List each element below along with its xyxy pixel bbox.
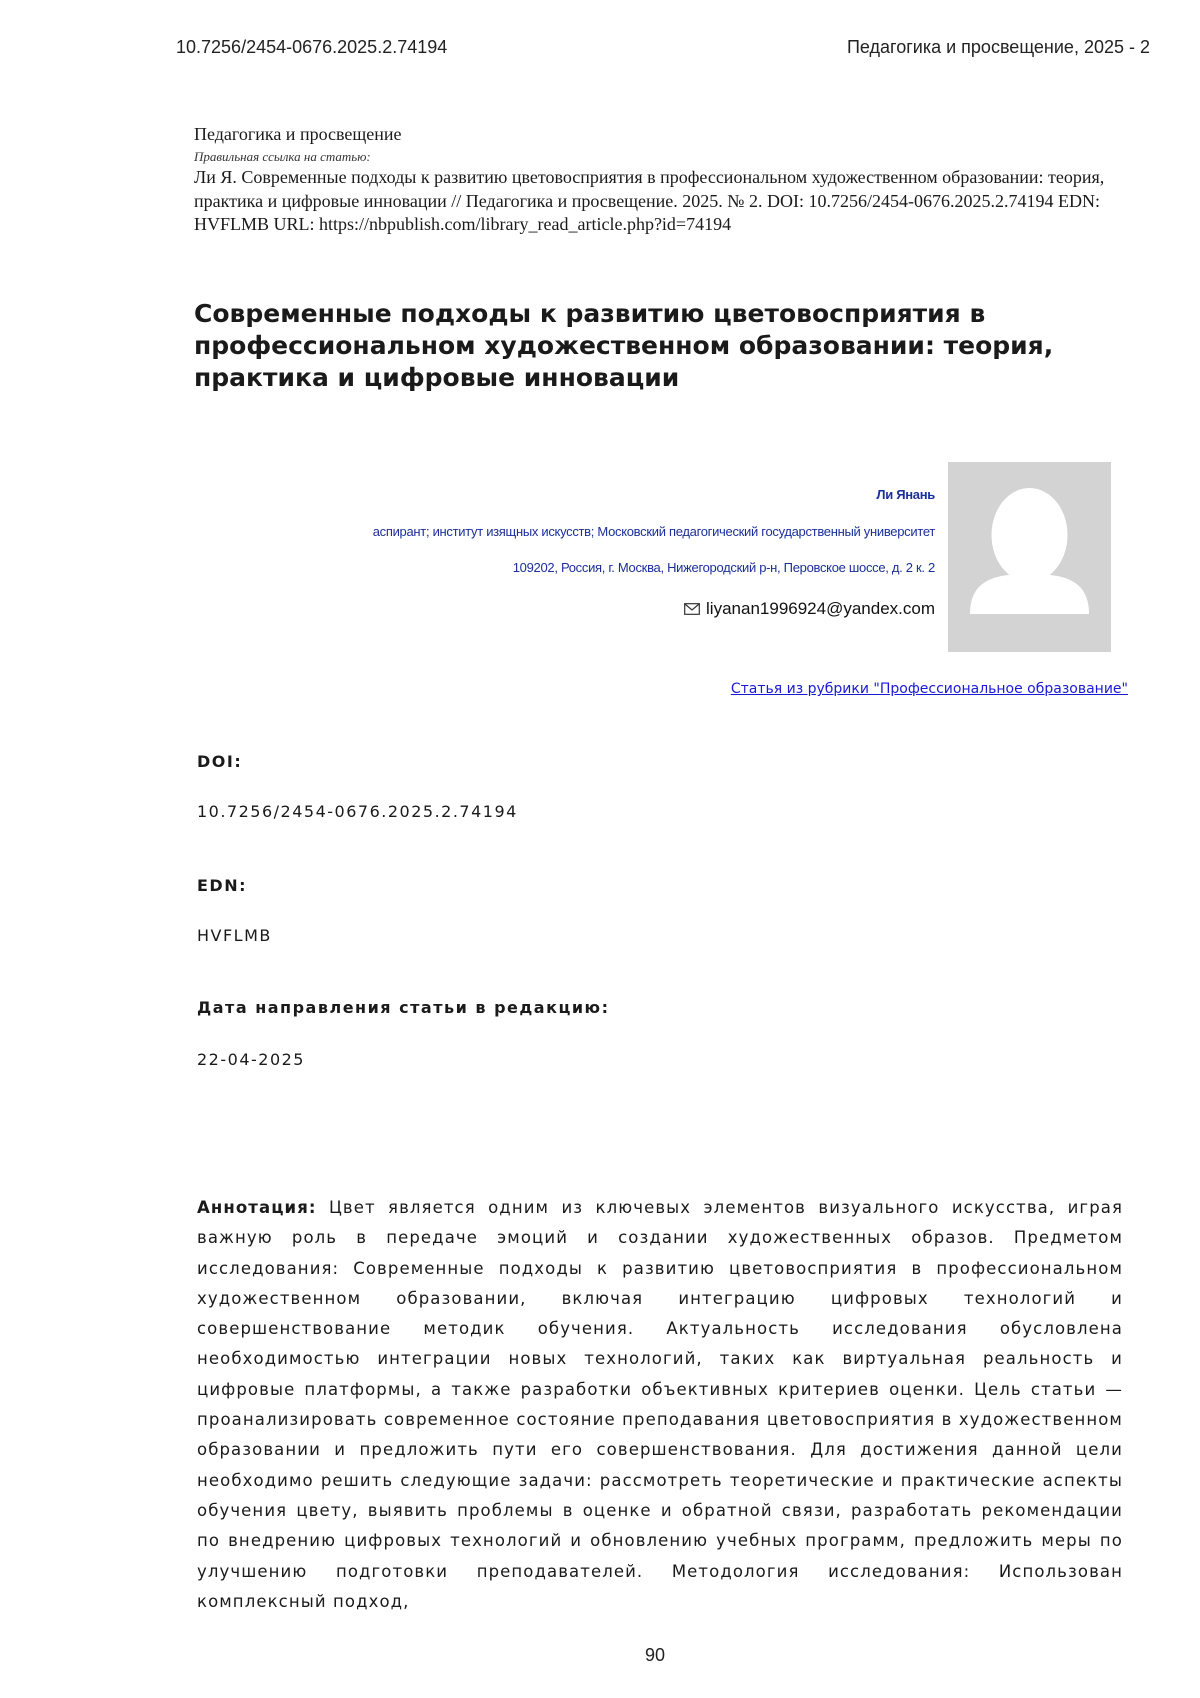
edn-label: EDN: xyxy=(197,876,247,895)
reference-journal: Педагогика и просвещение xyxy=(194,124,1154,145)
abstract xyxy=(197,1193,1123,1617)
doi-label: DOI: xyxy=(197,752,242,771)
header-doi: 10.7256/2454-0676.2025.2.74194 xyxy=(176,37,447,58)
submission-date-value: 22-04-2025 xyxy=(197,1050,305,1069)
author-email-row xyxy=(684,599,935,619)
doi-value: 10.7256/2454-0676.2025.2.74194 xyxy=(197,802,518,821)
author-name: Ли Янань xyxy=(876,487,935,502)
abstract-label: Аннотация: xyxy=(197,1198,317,1217)
author-email[interactable]: liyanan1996924@yandex.com xyxy=(706,599,935,619)
author-affiliation: аспирант; институт изящных искусств; Московский педагогический государственный университет xyxy=(373,524,935,539)
abstract-text: Цвет является одним из ключевых элементов визуального искусства, играя важную роль в передаче эмоций и создании художественных образов. Предметом исследования: Современные подходы к развитию цветовосприятия в профессиональном художественном образовании, включая интеграцию цифровых технологий и совершенствование методик обучения. Актуальность исследования обусловлена необходимостью интеграции новых технологий, таких как виртуальная реальность и цифровые платформы, а также разработки объективных критериев оценки. Цель статьи — проанализировать современное состояние преподавания цветовосприятия в художественном образовании и предложить пути его совершенствования. Для достижения данной цели необходимо решить следующие задачи: рассмотреть теоретические и практические аспекты обучения цвету, выявить проблемы в оценке и обратной связи, разработать рекомендации по внедрению цифровых технологий и обновлению учебных программ, предложить меры по улучшению подготовки преподавателей. Методология исследования: Использован комплексный подход, xyxy=(197,1198,1123,1611)
submission-date-label: Дата направления статьи в редакцию: xyxy=(197,998,609,1017)
rubric-link[interactable]: Статья из рубрики "Профессиональное образование" xyxy=(731,681,1128,697)
author-address: 109202, Россия, г. Москва, Нижегородский р-н, Перовское шоссе, д. 2 к. 2 xyxy=(513,560,935,575)
envelope-icon xyxy=(684,603,700,615)
author-avatar xyxy=(948,462,1111,652)
page-number: 90 xyxy=(0,1645,1200,1666)
reference-label: Правильная ссылка на статью: xyxy=(194,149,1154,165)
edn-value: HVFLMB xyxy=(197,926,272,945)
header-journal-issue: Педагогика и просвещение, 2025 - 2 xyxy=(847,37,1150,58)
article-title: Современные подходы к развитию цветовосприятия в профессиональном художественном образовании: теория, практика и цифровые инновации xyxy=(194,298,1154,394)
user-placeholder-icon xyxy=(948,462,1111,652)
reference-citation: Ли Я. Современные подходы к развитию цветовосприятия в профессиональном художественном образовании: теория, практика и цифровые инновации // Педагогика и просвещение. 2025. № 2. DOI: 10.7256/2454-0676.2025.2.74194 EDN: HVFLMB URL: https://nbpublish.com/library_read_article.php?id=74194 xyxy=(194,166,1154,237)
